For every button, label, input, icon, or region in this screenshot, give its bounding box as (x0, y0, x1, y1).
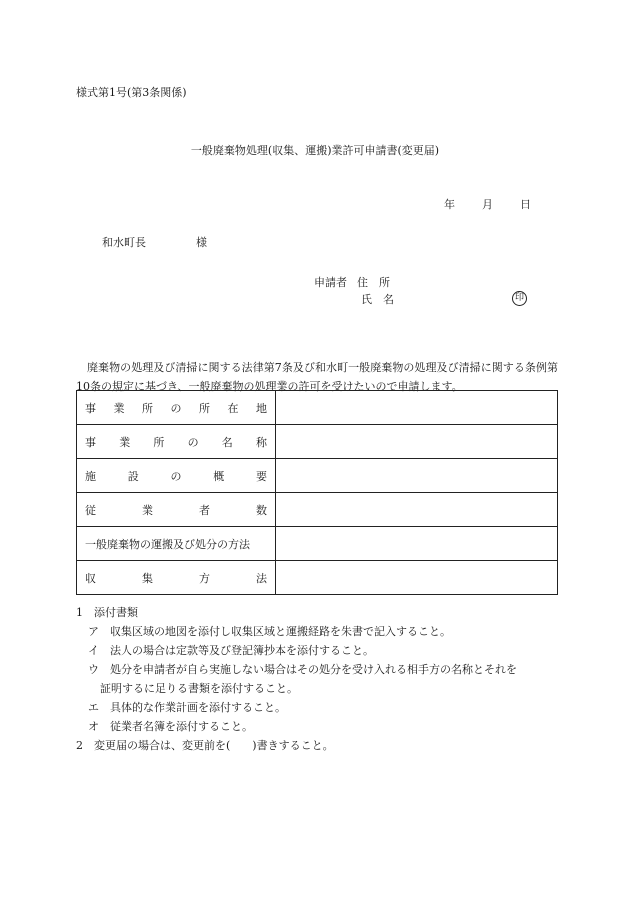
note-1-u-continued: 証明するに足りる書類を添付すること。 (100, 682, 298, 695)
row-label (77, 391, 276, 425)
label-char: 業 (119, 435, 131, 449)
applicant-address-label: 住 所 (357, 276, 390, 289)
application-table (76, 390, 558, 595)
notes-section (76, 603, 517, 755)
addressee (102, 236, 207, 250)
label-char: 数 (256, 503, 267, 517)
row-value-field[interactable] (276, 527, 558, 561)
row-label (77, 527, 276, 561)
row-value-field[interactable] (276, 459, 558, 493)
applicant-name-label: 氏 名 (361, 293, 394, 306)
label-char: 設 (127, 469, 139, 483)
label-char: 概 (213, 469, 225, 483)
label-char: 従 (85, 503, 96, 517)
label-char: 事 (85, 435, 96, 449)
label-char: の (170, 401, 182, 415)
row-label-text (85, 570, 267, 586)
row-label (77, 459, 276, 493)
note-1-a: ア 収集区域の地図を添付し収集区域と運搬経路を朱書で記入すること。 (88, 625, 451, 638)
date-day: 日 (520, 198, 531, 211)
row-value-field[interactable] (276, 493, 558, 527)
note-1-e: エ 具体的な作業計画を添付すること。 (88, 701, 286, 714)
label-char: 名 (221, 435, 233, 449)
application-statement: 廃棄物の処理及び清掃に関する法律第7条及び和水町一般廃棄物の処理及び清掃に関する条例第10条の規定に基づき、一般廃棄物の処理業の許可を受けたいので申請します。 (76, 361, 558, 393)
note-1: 1 添付書類 (76, 606, 138, 619)
addressee-name: 和水町長 (102, 236, 146, 249)
label-char: 者 (199, 503, 210, 517)
applicant-address-line (314, 276, 390, 290)
label-char: 業 (113, 401, 125, 415)
label-char: 収 (85, 571, 96, 585)
row-label-text (85, 468, 267, 484)
table-row (77, 459, 558, 493)
row-label (77, 425, 276, 459)
date-month: 月 (482, 198, 493, 211)
row-label-text (85, 502, 267, 518)
label-char: 在 (227, 401, 239, 415)
table-row (77, 493, 558, 527)
applicant-label: 申請者 (314, 276, 347, 289)
label-char: 施 (85, 469, 96, 483)
label-char: 集 (142, 571, 153, 585)
note-1-u: ウ 処分を申請者が自ら実施しない場合はその処分を受け入れる相手方の名称とそれを (88, 663, 517, 676)
row-label-text (85, 400, 267, 416)
row-value-field[interactable] (276, 425, 558, 459)
label-char: 所 (199, 401, 210, 415)
label-char: 称 (255, 435, 267, 449)
addressee-honorific: 様 (196, 236, 207, 249)
row-label (77, 493, 276, 527)
table-row (77, 391, 558, 425)
table-row (77, 527, 558, 561)
label-char: 地 (256, 401, 267, 415)
label-char: 所 (153, 435, 165, 449)
row-label-text (85, 434, 267, 450)
label-char: 方 (199, 571, 210, 585)
row-label-text: 一般廃棄物の運搬及び処分の方法 (85, 537, 250, 551)
note-2: 2 変更届の場合は、変更前を( )書きすること。 (76, 739, 334, 752)
label-char: 要 (256, 469, 267, 483)
row-value-field[interactable] (276, 391, 558, 425)
note-1-o: オ 従業者名簿を添付すること。 (88, 720, 253, 733)
label-char: の (187, 435, 199, 449)
note-1-i: イ 法人の場合は定款等及び登記簿抄本を添付すること。 (88, 644, 374, 657)
table-row (77, 561, 558, 595)
form-number: 様式第1号(第3条関係) (76, 86, 187, 99)
label-char: の (170, 469, 182, 483)
label-char: 業 (142, 503, 153, 517)
table-row (77, 425, 558, 459)
label-char: 事 (85, 401, 96, 415)
date-line (444, 198, 531, 212)
date-year: 年 (444, 198, 455, 211)
label-char: 所 (142, 401, 153, 415)
seal-icon: 印 (512, 291, 527, 306)
label-char: 法 (256, 571, 267, 585)
document-title: 一般廃棄物処理(収集、運搬)業許可申請書(変更届) (190, 144, 440, 157)
row-value-field[interactable] (276, 561, 558, 595)
row-label (77, 561, 276, 595)
